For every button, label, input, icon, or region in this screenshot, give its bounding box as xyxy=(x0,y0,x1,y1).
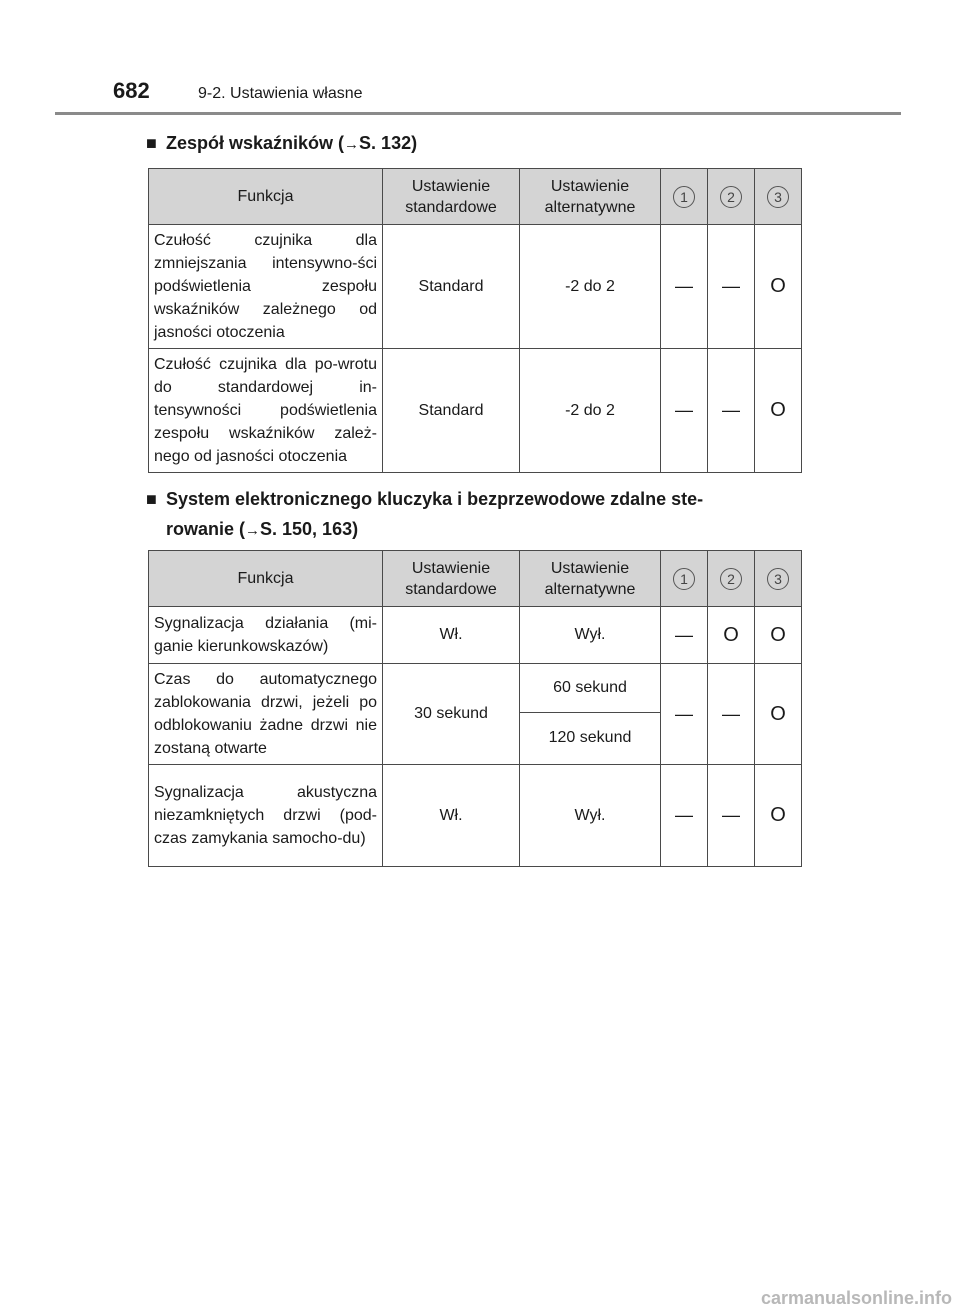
section-title-smart-key: ■ System elektronicznego kluczyka i bezprzewodowe zdalne ste- rowanie (→S. 150, 163) xyxy=(146,484,703,546)
col-2-cell: O xyxy=(708,607,755,664)
header-standard: Ustawienie standardowe xyxy=(383,169,520,225)
table-header-row xyxy=(149,551,802,607)
circled-2-icon: 2 xyxy=(720,186,742,208)
header-standard: Ustawienie standardowe xyxy=(383,551,520,607)
standard-cell: Wł. xyxy=(383,607,520,664)
function-cell: Sygnalizacja akustyczna niezamkniętych drzwi (pod-czas zamykania samocho-du) xyxy=(149,765,383,867)
table-row xyxy=(149,765,802,867)
col-1-cell: — xyxy=(661,607,708,664)
col-1-cell: — xyxy=(661,225,708,349)
function-cell: Czułość czujnika dla po-wrotu do standardowej in-tensywności podświetlenia zespołu wskaźników zależ-nego od jasności otoczenia xyxy=(149,349,383,473)
col-1-cell: — xyxy=(661,664,708,765)
arrow-icon: → xyxy=(344,136,360,153)
circled-3-icon: 3 xyxy=(767,568,789,590)
circled-3-icon: 3 xyxy=(767,186,789,208)
standard-cell: Standard xyxy=(383,225,520,349)
alternative-cell: -2 do 2 xyxy=(520,225,661,349)
instrument-cluster-table xyxy=(148,168,802,473)
col-2-cell: — xyxy=(708,349,755,473)
header-funkcja: Funkcja xyxy=(149,169,383,225)
alternative-cell-b: 120 sekund xyxy=(520,712,661,764)
header-title: 9-2. Ustawienia własne xyxy=(198,85,363,102)
standard-cell: Standard xyxy=(383,349,520,473)
col-2-cell: — xyxy=(708,664,755,765)
header-alternative: Ustawienie alternatywne xyxy=(520,551,661,607)
header-col-3 xyxy=(755,169,802,225)
header-col-1 xyxy=(661,551,708,607)
alternative-cell: Wył. xyxy=(520,765,661,867)
page-number: 682 xyxy=(113,78,150,103)
square-bullet-icon: ■ xyxy=(146,489,157,509)
table-header-row xyxy=(149,169,802,225)
smart-key-table xyxy=(148,550,802,867)
header-divider xyxy=(55,112,901,115)
table-row xyxy=(149,664,802,713)
col-3-cell: O xyxy=(755,349,802,473)
col-3-cell: O xyxy=(755,607,802,664)
table-row xyxy=(149,607,802,664)
circled-1-icon: 1 xyxy=(673,568,695,590)
col-3-cell: O xyxy=(755,765,802,867)
header-col-2 xyxy=(708,169,755,225)
watermark: carmanualsonline.info xyxy=(760,1288,952,1308)
col-2-cell: — xyxy=(708,765,755,867)
col-1-cell: — xyxy=(661,349,708,473)
function-cell: Czułość czujnika dla zmniejszania intensywno-ści podświetlenia zespołu wskaźników zależnego od jasności otoczenia xyxy=(149,225,383,349)
function-cell: Sygnalizacja działania (mi-ganie kierunkowskazów) xyxy=(149,607,383,664)
standard-cell: 30 sekund xyxy=(383,664,520,765)
function-cell: Czas do automatycznego zablokowania drzwi, jeżeli po odblokowaniu żadne drzwi nie zostaną otwarte xyxy=(149,664,383,765)
header-alternative: Ustawienie alternatywne xyxy=(520,169,661,225)
header-funkcja: Funkcja xyxy=(149,551,383,607)
circled-2-icon: 2 xyxy=(720,568,742,590)
header-col-1 xyxy=(661,169,708,225)
alternative-cell-a: 60 sekund xyxy=(520,664,661,713)
col-3-cell: O xyxy=(755,664,802,765)
standard-cell: Wł. xyxy=(383,765,520,867)
col-3-cell: O xyxy=(755,225,802,349)
col-1-cell: — xyxy=(661,765,708,867)
table-row xyxy=(149,225,802,349)
square-bullet-icon: ■ xyxy=(146,133,157,153)
alternative-cell: Wył. xyxy=(520,607,661,664)
alternative-cell: -2 do 2 xyxy=(520,349,661,473)
arrow-icon: → xyxy=(245,522,261,539)
header-col-3 xyxy=(755,551,802,607)
table-row xyxy=(149,349,802,473)
section-title-instrument-cluster: ■ Zespół wskaźników (→S. 132) xyxy=(146,128,417,160)
col-2-cell: — xyxy=(708,225,755,349)
circled-1-icon: 1 xyxy=(673,186,695,208)
header-col-2 xyxy=(708,551,755,607)
